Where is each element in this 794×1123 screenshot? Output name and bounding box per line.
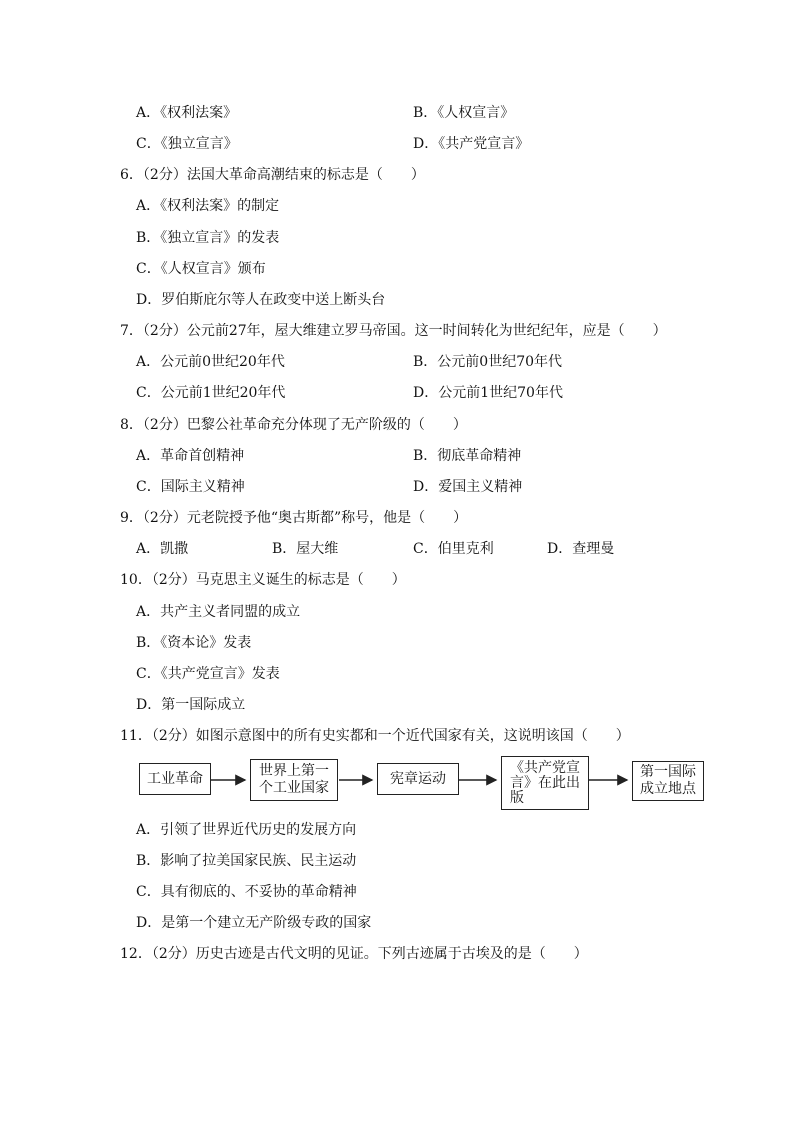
diagram-box-communist-manifesto: 《共产党宣 言》在此出 版 xyxy=(501,756,589,810)
q6-option-d: D．罗伯斯庇尔等人在政变中送上断头台 xyxy=(136,292,386,308)
q11-option-b: B．影响了拉美国家民族、民主运动 xyxy=(136,853,357,869)
q5-option-b: B．《人权宣言》 xyxy=(413,105,515,121)
q6-option-b: B．《独立宣言》的发表 xyxy=(136,230,280,246)
diagram-box-industrial-revolution: 工业革命 xyxy=(139,763,211,795)
q9-option-c: C．伯里克利 xyxy=(413,541,494,557)
q10-option-c: C．《共产党宣言》发表 xyxy=(136,666,280,682)
q11-stem: 11．（2分）如图示意图中的所有史实都和一个近代国家有关，这说明该国（ ） xyxy=(120,728,630,744)
q10-stem: 10．（2分）马克思主义诞生的标志是（ ） xyxy=(120,572,406,588)
q7-stem: 7．（2分）公元前27年，屋大维建立罗马帝国。这一时间转化为世纪纪年，应是（ ） xyxy=(120,323,667,339)
q7-option-c: C．公元前1世纪20年代 xyxy=(136,385,286,401)
q9-option-b: B．屋大维 xyxy=(272,541,339,557)
q8-option-b: B．彻底革命精神 xyxy=(413,448,522,464)
q7-option-d: D．公元前1世纪70年代 xyxy=(413,385,563,401)
q5-option-a: A．《权利法案》 xyxy=(136,105,238,121)
q8-stem: 8．（2分）巴黎公社革命充分体现了无产阶级的（ ） xyxy=(120,417,467,433)
q9-stem: 9．（2分）元老院授予他“奥古斯都”称号，他是（ ） xyxy=(120,510,468,526)
q7-option-a: A．公元前0世纪20年代 xyxy=(136,354,285,370)
q8-option-d: D．爱国主义精神 xyxy=(413,479,523,495)
q11-option-c: C．具有彻底的、不妥协的革命精神 xyxy=(136,884,357,900)
q9-option-d: D．查理曼 xyxy=(547,541,615,557)
q10-option-a: A．共产主义者同盟的成立 xyxy=(136,604,301,620)
diagram-box-first-international: 第一国际 成立地点 xyxy=(632,761,704,801)
q9-option-a: A．凯撒 xyxy=(136,541,189,557)
q5-option-c: C．《独立宣言》 xyxy=(136,136,238,152)
q10-option-d: D．第一国际成立 xyxy=(136,697,246,713)
q6-option-c: C．《人权宣言》颁布 xyxy=(136,261,266,277)
q8-option-a: A．革命首创精神 xyxy=(136,448,245,464)
diagram-box-first-industrial-nation: 世界上第一 个工业国家 xyxy=(250,759,338,801)
q7-option-b: B．公元前0世纪70年代 xyxy=(413,354,563,370)
q8-option-c: C．国际主义精神 xyxy=(136,479,245,495)
q11-option-d: D．是第一个建立无产阶级专政的国家 xyxy=(136,915,372,931)
q5-option-d: D．《共产党宣言》 xyxy=(413,136,530,152)
q12-stem: 12．（2分）历史古迹是古代文明的见证。下列古迹属于古埃及的是（ ） xyxy=(120,946,588,962)
q6-stem: 6．（2分）法国大革命高潮结束的标志是（ ） xyxy=(120,167,425,183)
diagram-box-chartist-movement: 宪章运动 xyxy=(377,763,459,795)
q6-option-a: A．《权利法案》的制定 xyxy=(136,198,280,214)
q10-option-b: B．《资本论》发表 xyxy=(136,635,252,651)
q11-option-a: A．引领了世界近代历史的发展方向 xyxy=(136,822,357,838)
